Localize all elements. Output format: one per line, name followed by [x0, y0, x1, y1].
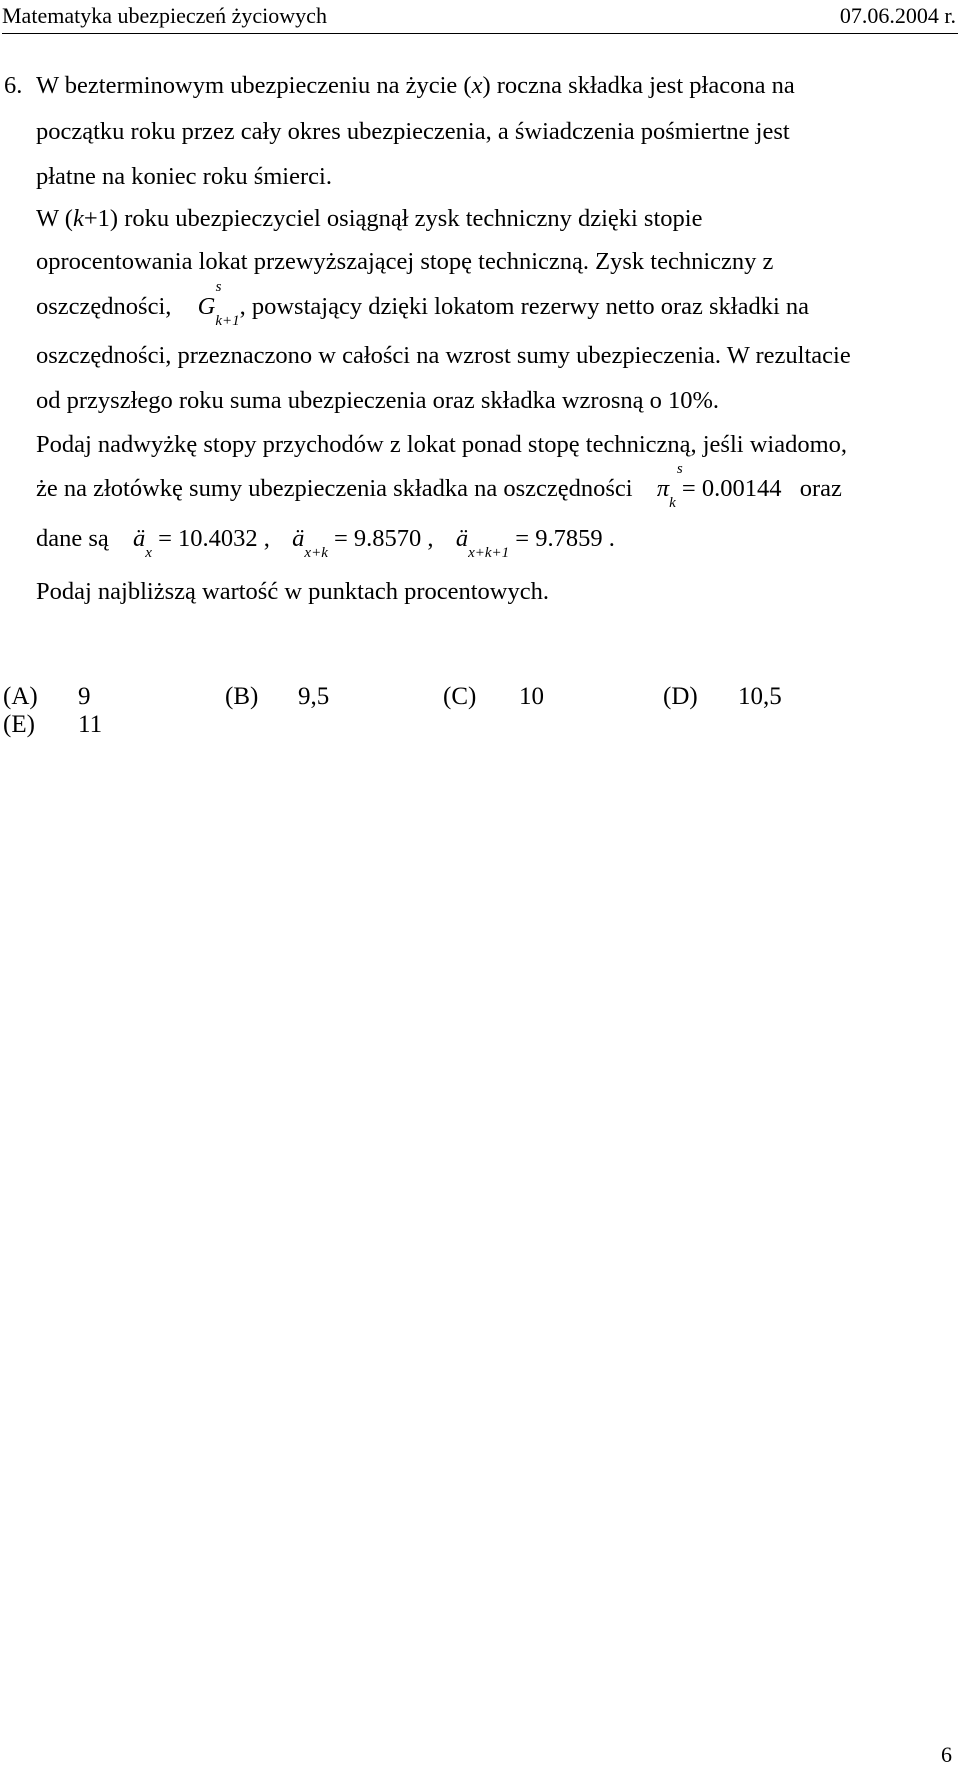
a-sub: x+k: [304, 545, 328, 561]
text: ) roku ubezpieczyciel osiągnął zysk techniczny dzięki stopie: [109, 205, 703, 232]
a-sub: x+k+1: [468, 545, 510, 561]
G-letter: G: [197, 293, 216, 320]
a-letter: ä: [292, 525, 305, 552]
text: oszczędności,: [36, 293, 172, 320]
problem-line-5: oprocentowania lokat przewyższającej stopę techniczną. Zysk techniczny z: [36, 248, 774, 275]
pi-sup: s: [676, 461, 683, 477]
problem-line-7: oszczędności, przeznaczono w całości na wzrost sumy ubezpieczenia. W rezultacie: [36, 342, 851, 369]
answer-b-label: (B): [225, 683, 259, 710]
pi-value: = 0.00144: [681, 475, 782, 502]
answer-a-value: 9: [78, 683, 91, 710]
header-title: Matematyka ubezpieczeń życiowych: [2, 3, 327, 28]
problem-line-8: od przyszłego roku suma ubezpieczenia oraz składka wzrosną o 10%.: [36, 387, 720, 414]
text: W bezterminowym ubezpieczeniu na życie (: [36, 72, 472, 99]
answer-a-label: (A): [3, 683, 38, 710]
text: W (: [36, 205, 73, 232]
problem-line-12: Podaj najbliższą wartość w punktach procentowych.: [36, 578, 549, 605]
text: , powstający dzięki lokatom rezerwy netto oraz składki na: [239, 293, 810, 320]
problem-line-1: [36, 72, 795, 100]
page-header: [0, 0, 960, 40]
answer-d-label: (D): [663, 683, 698, 710]
G-sup: s: [215, 279, 222, 295]
G-sub: k+1: [215, 313, 240, 329]
problem-line-6: [36, 279, 810, 329]
problem-line-4: [36, 205, 702, 233]
text: oraz: [799, 475, 842, 502]
header-date: 07.06.2004 r.: [839, 3, 956, 28]
pi-symbol: [656, 461, 683, 511]
answer-b-value: 9,5: [298, 683, 330, 710]
a-letter: ä: [455, 525, 469, 552]
page-number: 6: [941, 1742, 952, 1767]
problem-line-10: [36, 461, 842, 511]
pi-sub: k: [669, 495, 676, 511]
answer-c-label: (C): [443, 683, 477, 710]
pi-letter: π: [656, 475, 670, 502]
text: dane są: [36, 525, 109, 552]
text: ) roczna składka jest płacona na: [482, 72, 795, 99]
a-letter: ä: [133, 525, 146, 552]
problem-line-3: płatne na koniec roku śmierci.: [36, 163, 332, 190]
annuity-2: [292, 525, 328, 561]
answer-e-value: 11: [78, 711, 103, 738]
var-x: x: [471, 72, 483, 99]
answer-c-value: 10: [519, 683, 544, 710]
text: +1: [83, 205, 110, 232]
answer-e-label: (E): [3, 711, 35, 738]
problem-line-9: Podaj nadwyżkę stopy przychodów z lokat ponad stopę techniczną, jeśli wiadomo,: [36, 431, 848, 458]
annuity-3-value: = 9.7859 .: [515, 525, 615, 552]
a-sub: x: [145, 545, 152, 561]
problem-line-11: [36, 525, 615, 561]
annuity-2-value: = 9.8570 ,: [333, 525, 434, 552]
annuity-3: [455, 525, 510, 561]
answer-d-value: 10,5: [738, 683, 782, 710]
annuity-1: [133, 525, 152, 561]
header-rule: [2, 33, 958, 34]
text: że na złotówkę sumy ubezpieczenia składka na oszczędności: [36, 475, 633, 502]
annuity-1-value: = 10.4032 ,: [158, 525, 270, 552]
var-k: k: [72, 205, 84, 232]
G-symbol: [197, 279, 240, 329]
problem-number: 6.: [4, 72, 23, 99]
problem-line-2: początku roku przez cały okres ubezpieczenia, a świadczenia pośmiertne jest: [36, 118, 790, 145]
